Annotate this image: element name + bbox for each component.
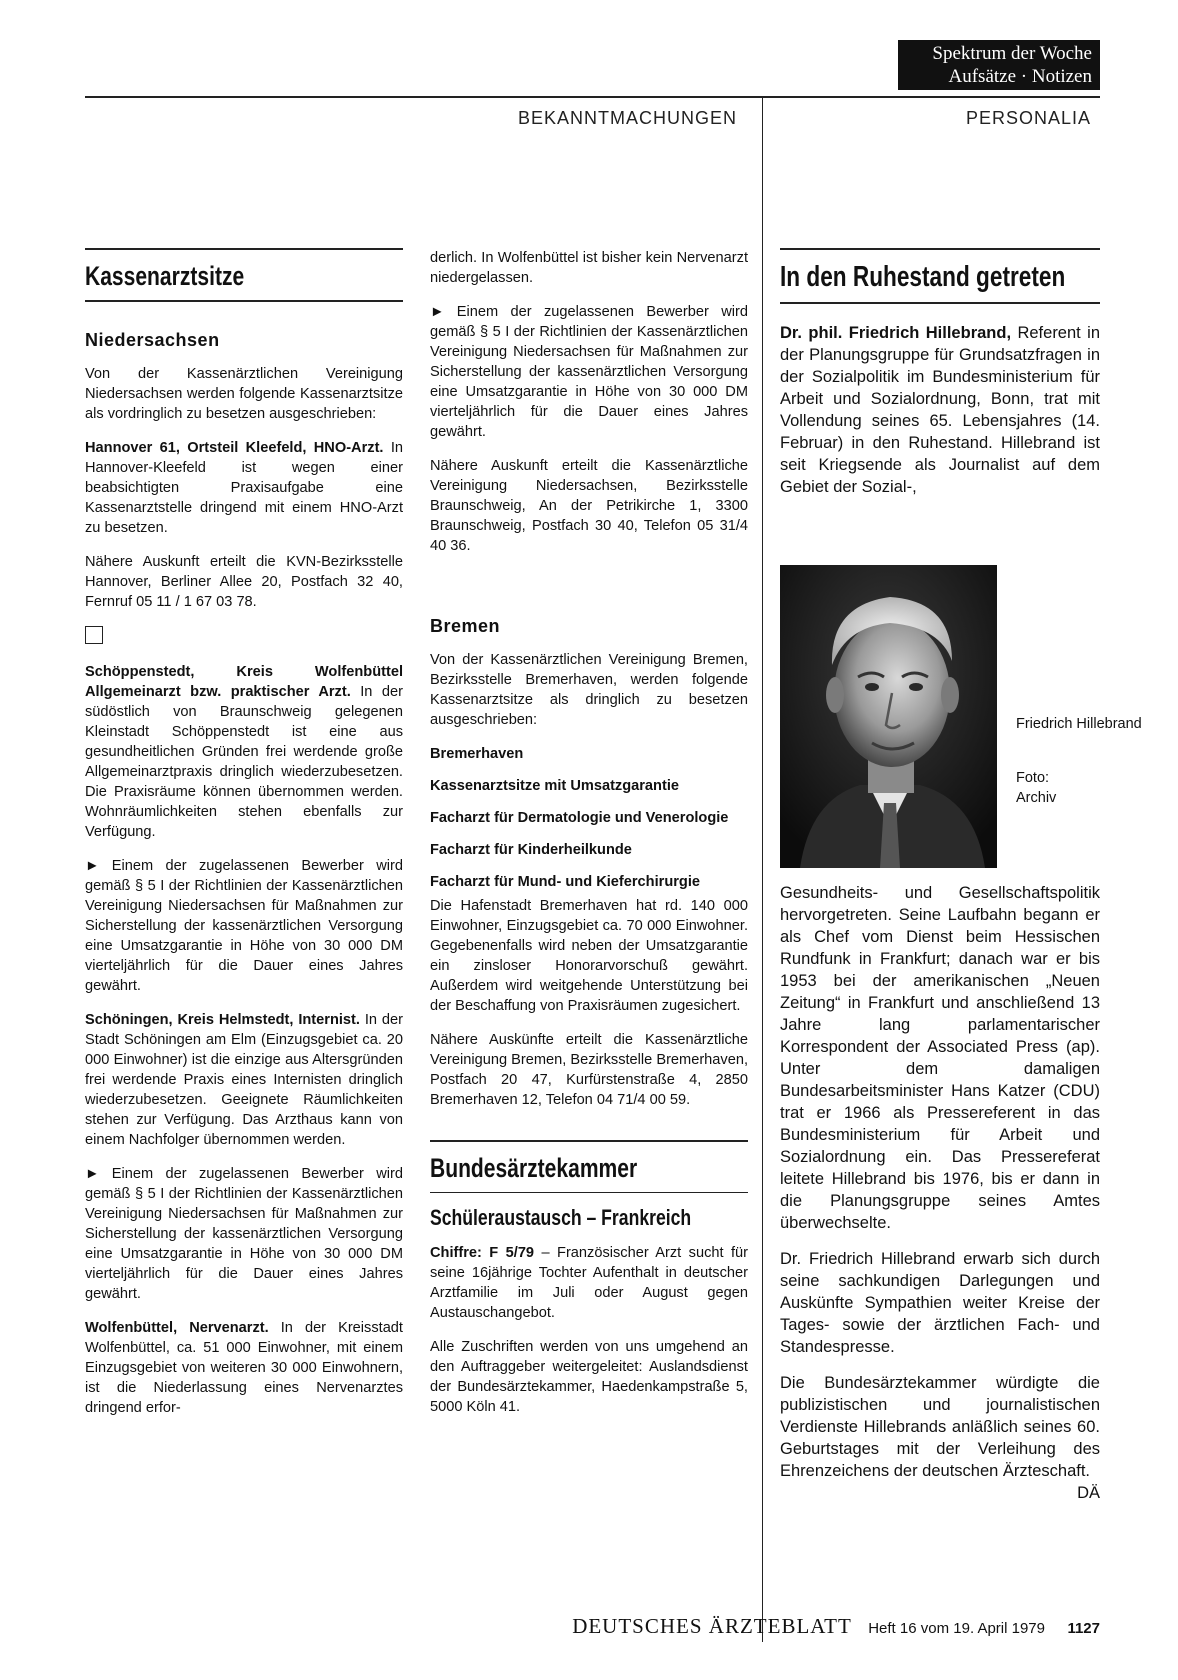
page-number: 1127 — [1067, 1620, 1100, 1637]
section-head-bekanntmachungen: BEKANNTMACHUNGEN — [518, 108, 738, 128]
honour-paragraph: Die Bundesärztekammer würdigte die publizistischen und journalistischen Verdienste Hillebrands anläßlich seines 60. Geburtstages mit der Verleihung des Ehrenzeichens der deutschen Ärzteschaft. DÄ — [780, 1374, 1100, 1502]
region-heading-bremen: Bremen — [430, 616, 501, 636]
article-title-ruhestand: In den Ruhestand getreten — [780, 261, 1066, 293]
guarantee-note: ► Einem der zugelassenen Bewerber wird gemäß § 5 I der Richtlinien der Kassenärztlichen Vereinigung Niedersachsen für Maßnahmen zur Sicherstellung der kassenärztlichen Versorgung eine Umsatzgarantie in Höhe von 30 000 DM vierteljährlich für die Dauer eines Jahres gewährt. — [430, 304, 748, 440]
contact-braunschweig: Nähere Auskunft erteilt die Kassenärztliche Vereinigung Niedersachsen, Bezirksstelle Braunschweig, An der Petrikirche 1, 3300 Braunschweig, Postfach 30 40, Telefon 05 31/4 40 36. — [430, 458, 748, 554]
entry-heading: Schöningen, Kreis Helmstedt, Internist. — [85, 1012, 360, 1028]
page-footer — [0, 1614, 1100, 1639]
cipher-heading: Chiffre: F 5/79 — [430, 1245, 535, 1261]
contact-hannover: Nähere Auskunft erteilt die KVN-Bezirksstelle Hannover, Berliner Allee 20, Postfach 32 40, Fernruf 05 11 / 1 67 03 78. — [85, 554, 403, 610]
section-badge — [898, 40, 1100, 90]
article-title-bundesaerztekammer: Bundesärztekammer — [430, 1153, 638, 1183]
entry-hannover: Hannover 61, Ortsteil Kleefeld, HNO-Arzt. In Hannover-Kleefeld ist wegen einer beabsichtigten Praxisaufgabe eine Kassenarztstelle dringend mit einem HNO-Arzt zu besetzen. — [85, 440, 403, 536]
heading-dermatologie: Facharzt für Dermatologie und Venerologie — [430, 810, 729, 826]
entry-wolfenbuettel: Wolfenbüttel, Nervenarzt. In der Kreisstadt Wolfenbüttel, ca. 51 000 Einwohner, mit einem Einzugsgebiet von weiteren 30 000 Einwohnern, ist die Niederlassung eines Nervenarztes dringend erfor- — [85, 1320, 403, 1416]
personalia-intro: Dr. phil. Friedrich Hillebrand, Referent in der Planungsgruppe für Grundsatzfragen in der Sozialpolitik im Bundesministerium für Arbeit und Sozialordnung, Bonn, trat mit Vollendung seines 65. Lebensjahres (14. Februar) in den Ruhestand. Hillebrand ist seit Kriegsende als Journalist auf dem Gebiet der Sozial-, — [780, 324, 1101, 496]
portrait-illustration — [780, 565, 997, 868]
separator-box — [85, 626, 103, 644]
guarantee-note: ► Einem der zugelassenen Bewerber wird gemäß § 5 I der Richtlinien der Kassenärztlichen Vereinigung Niedersachsen für Maßnahmen zur Sicherstellung der kassenärztlichen Versorgung eine Umsatzgarantie in Höhe von 30 000 DM vierteljährlich für die Dauer eines Jahres gewährt. — [85, 858, 403, 994]
title-rule-bottom — [430, 1192, 748, 1193]
column-3-continued — [780, 882, 1100, 1504]
entry-heading: Schöppenstedt, Kreis Wolfenbüttel Allgemeinarzt bzw. praktischer Arzt. — [85, 664, 403, 700]
person-name: Dr. phil. Friedrich Hillebrand, — [780, 324, 1012, 342]
badge-line-2: Aufsätze · Notizen — [948, 66, 1092, 87]
entry-heading: Hannover 61, Ortsteil Kleefeld, HNO-Arzt. — [85, 440, 384, 456]
exchange-request: Chiffre: F 5/79 – Französischer Arzt sucht für seine 16jährige Tochter Aufenthalt in deutscher Arztfamilie im Juli oder August gegen Austauschangebot. — [430, 1245, 749, 1321]
section-head-personalia: PERSONALIA — [966, 108, 1092, 128]
title-rule-top — [85, 248, 403, 250]
entry-heading: Wolfenbüttel, Nervenarzt. — [85, 1320, 269, 1336]
column-divider — [762, 96, 763, 1642]
intro-paragraph: Von der Kassenärztlichen Vereinigung Niedersachsen werden folgende Kassenarztsitze als vordringlich zu besetzen ausgeschrieben: — [85, 366, 403, 422]
continuation-wolfenbuettel: derlich. In Wolfenbüttel ist bisher kein Nervenarzt niedergelassen. — [430, 250, 748, 286]
column-1 — [85, 248, 403, 1432]
badge-line-1: Spektrum der Woche — [932, 43, 1092, 64]
heading-kinderheilkunde: Facharzt für Kinderheilkunde — [430, 842, 632, 858]
issue-info: Heft 16 vom 19. April 1979 — [868, 1620, 1045, 1637]
portrait-photo — [780, 565, 997, 868]
title-rule-top — [430, 1140, 748, 1142]
title-rule-bottom — [85, 300, 403, 302]
signature-initials: DÄ — [1077, 1484, 1100, 1502]
career-paragraph: Gesundheits- und Gesellschaftspolitik hervorgetreten. Seine Laufbahn begann er als Chef vom Dienst beim Hessischen Rundfunk in Frankfurt; danach war er bis 1953 bei der amerikanischen „Neuen Zeitung“ in Frankfurt und anschließend 13 Jahre lang parlamentarischer Korrespondent der Associated Press (ap). Unter dem damaligen Bundesarbeitsminister Hans Katzer (CDU) trat er 1966 als Pressereferent in das Bundesministerium für Arbeit und Sozialordnung ein. Das Pressereferat leitete Hillebrand bis 1976, bis er dann in die Planungsgruppe seines Amtes überwechselte. — [780, 884, 1100, 1232]
column-2 — [430, 248, 748, 1431]
exchange-contact: Alle Zuschriften werden von uns umgehend an den Auftraggeber weitergeleitet: Auslandsdienst der Bundesärztekammer, Haedenkampstraße 5, 5000 Köln 41. — [430, 1339, 748, 1415]
title-rule-bottom — [780, 302, 1100, 304]
guarantee-note: ► Einem der zugelassenen Bewerber wird gemäß § 5 I der Richtlinien der Kassenärztlichen Vereinigung Niedersachsen für Maßnahmen zur Sicherstellung der kassenärztlichen Versorgung eine Umsatzgarantie in Höhe von 30 000 DM vierteljährlich für die Dauer eines Jahres gewährt. — [85, 1166, 403, 1302]
press-paragraph: Dr. Friedrich Hillebrand erwarb sich durch seine sachkundigen Darlegungen und Auskünfte Sympathien weiter Kreise der Tages- sowie der ärztlichen Fach- und Standespresse. — [780, 1250, 1100, 1356]
photo-caption-name: Friedrich Hillebrand — [1016, 716, 1142, 732]
heading-guarantee: Kassenarztsitze mit Umsatzgarantie — [430, 778, 679, 794]
heading-kieferchirurgie: Facharzt für Mund- und Kieferchirurgie — [430, 874, 700, 890]
header-rule — [85, 96, 1100, 98]
entry-schoeppenstedt: Schöppenstedt, Kreis Wolfenbüttel Allgemeinarzt bzw. praktischer Arzt. In der südöstlich von Braunschweig gelegenen Kleinstadt Schöppenstedt ist eine aus gesundheitlichen Gründen frei werdende große Allgemeinarztpraxis dringlich wiederzubesetzen. Die Praxisräume können übernommen werden. Wohnräumlichkeiten stehen ebenfalls zur Verfügung. — [85, 664, 403, 840]
photo-credit: Foto: Archiv — [1016, 770, 1057, 806]
article-title-kassenarztsitze: Kassenarztsitze — [85, 261, 245, 291]
column-3 — [780, 248, 1100, 512]
subtitle-schueleraustausch: Schüleraustausch – Frankreich — [430, 1205, 692, 1230]
region-heading-niedersachsen: Niedersachsen — [85, 330, 220, 350]
bremerhaven-body: Die Hafenstadt Bremerhaven hat rd. 140 000 Einwohner, Einzugsgebiet ca. 70 000 Einwohner. Gegebenenfalls wird neben der Umsatzgarantie ein zinsloser Honorarvorschuß gewährt. Außerdem wird weitgehende Unterstützung bei der Beschaffung von Praxisräumen zugesichert. — [430, 898, 748, 1014]
journal-name: DEUTSCHES ÄRZTEBLATT — [572, 1614, 852, 1638]
intro-bremen: Von der Kassenärztlichen Vereinigung Bremen, Bezirksstelle Bremerhaven, werden folgende Kassenarztsitze als dringlich zu besetzen ausgeschrieben: — [430, 652, 748, 728]
entry-schoeningen: Schöningen, Kreis Helmstedt, Internist. In der Stadt Schöningen am Elm (Einzugsgebiet ca. 20 000 Einwohner) ist die einzige aus Altersgründen frei werdende Praxis eines Internisten dringlich wiederzubesetzen. Geeignete Räumlichkeiten stehen zur Verfügung. Das Arzthaus kann von einem Nachfolger übernommen werden. — [85, 1012, 404, 1148]
heading-bremerhaven: Bremerhaven — [430, 746, 524, 762]
contact-bremerhaven: Nähere Auskünfte erteilt die Kassenärztliche Vereinigung Bremen, Bezirksstelle Bremerhaven, Postfach 20 47, Kurfürstenstraße 4, 2850 Bremerhaven 12, Telefon 04 71/4 00 59. — [430, 1032, 748, 1108]
title-rule-top — [780, 248, 1100, 250]
